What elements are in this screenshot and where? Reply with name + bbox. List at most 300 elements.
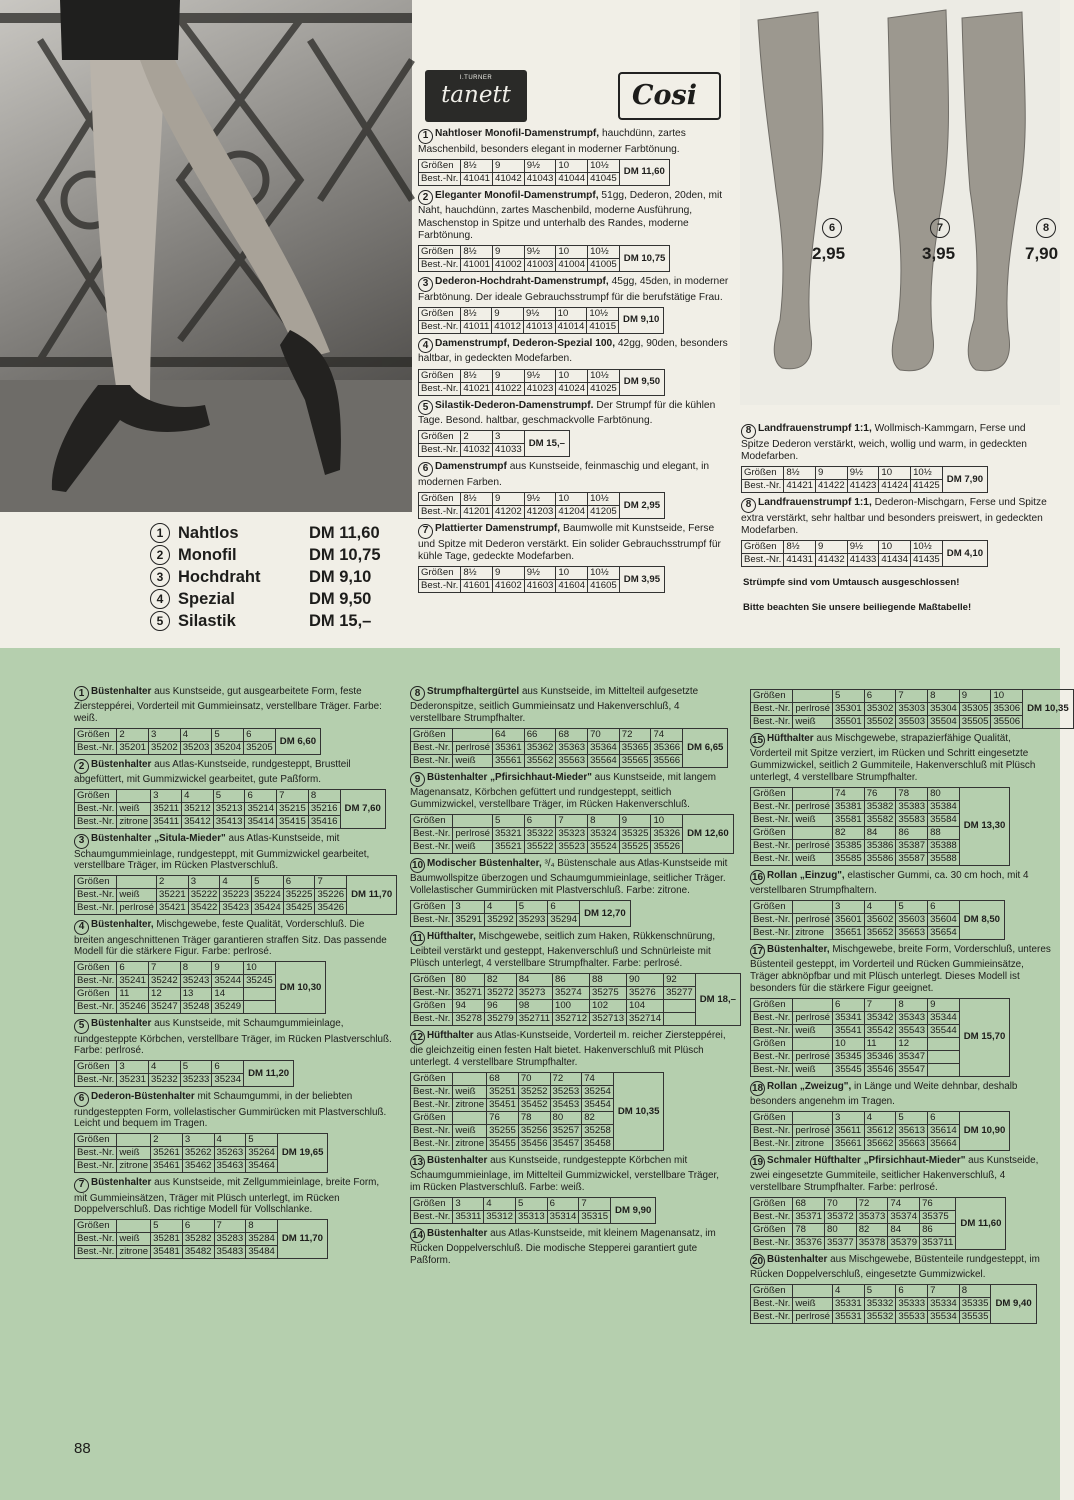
- item-number: 4: [74, 920, 89, 935]
- table-cell: 35213: [213, 803, 245, 816]
- table-cell: 9: [492, 307, 524, 320]
- item-description: Mischgewebe, feste Qualität, Vorderschluß. Die breiten angeschnittenen Träger garantieren straffen Sitz. Das passende Modell für die stärkere Figur. Farbe: perlrosé.: [74, 919, 387, 958]
- table-cell: Größen: [75, 1134, 117, 1147]
- table-cell: 41044: [556, 172, 588, 185]
- table-cell: 35273: [516, 987, 552, 1000]
- table-cell: 35312: [484, 1211, 516, 1224]
- table-cell: 68: [487, 1073, 519, 1086]
- table-cell: 35271: [453, 987, 485, 1000]
- item-title: Büstenhalter: [427, 1228, 488, 1239]
- item-number: 9: [410, 772, 425, 787]
- summary-row: [150, 610, 395, 632]
- table-cell: 35362: [524, 742, 556, 755]
- table-cell: Best.-Nr.: [411, 742, 453, 755]
- table-cell: zitrone: [117, 816, 151, 829]
- table-cell: weiß: [793, 813, 833, 826]
- table-cell: 35452: [518, 1099, 550, 1112]
- size-table: [418, 566, 665, 593]
- table-cell: 35601: [833, 914, 865, 927]
- item-number: 5: [418, 400, 433, 415]
- table-cell: 35564: [588, 755, 620, 768]
- table-cell: 35384: [928, 800, 960, 813]
- size-row: [75, 729, 321, 742]
- summary-num: 5: [150, 611, 170, 631]
- table-cell: 35582: [864, 813, 896, 826]
- table-cell: 8½: [461, 246, 493, 259]
- table-cell: 4: [214, 1134, 246, 1147]
- table-cell: 11: [117, 988, 149, 1001]
- table-cell: weiß: [117, 1233, 151, 1246]
- catalog-item: [750, 1155, 1055, 1194]
- table-cell: 35258: [582, 1125, 614, 1138]
- item-number: 8: [410, 686, 425, 701]
- table-cell: 35262: [182, 1147, 214, 1160]
- catalog-item: [410, 858, 728, 897]
- table-cell: 35274: [553, 987, 590, 1000]
- table-cell: Best.-Nr.: [75, 1001, 117, 1014]
- table-cell: 35241: [117, 975, 149, 988]
- item-description: Wollmisch-Kammgarn, Ferse und Spitze Dederon verstärkt, weich, wollig und warm, in gedeckten Modefarben.: [741, 423, 1027, 462]
- table-cell: 80: [928, 787, 960, 800]
- table-cell: 35612: [864, 1125, 896, 1138]
- table-cell: 35652: [864, 927, 896, 940]
- table-cell: 10½: [911, 467, 943, 480]
- item-title: Büstenhalter,: [91, 919, 154, 931]
- catalog-item: [74, 759, 392, 786]
- price-cell: DM 11,70: [347, 876, 397, 915]
- table-cell: perlrosé: [453, 828, 493, 841]
- table-cell: Best.-Nr.: [411, 987, 453, 1000]
- table-cell: 10: [556, 159, 588, 172]
- table-cell: 35378: [856, 1237, 888, 1250]
- table-cell: 10: [244, 962, 276, 975]
- size-table: [418, 245, 670, 272]
- table-cell: 9: [212, 962, 244, 975]
- summary-row: [150, 566, 395, 588]
- table-cell: 35215: [277, 803, 309, 816]
- item-title: Büstenhalter „Pfirsichhaut-Mieder": [427, 772, 592, 783]
- summary-num: 2: [150, 545, 170, 565]
- table-cell: 5: [493, 815, 525, 828]
- table-cell: 68: [793, 1198, 825, 1211]
- table-cell: 35533: [896, 1311, 928, 1324]
- catalog-item: [418, 128, 733, 156]
- table-cell: Best.-Nr.: [751, 1138, 793, 1151]
- table-cell: Größen: [419, 246, 461, 259]
- item-number: 16: [750, 870, 765, 885]
- item-description: 42gg, 90den, besonders haltbar, in gedeckten Modefarben.: [418, 337, 728, 365]
- table-cell: 12: [896, 1037, 928, 1050]
- size-row: [411, 729, 728, 742]
- table-cell: 35305: [959, 703, 991, 716]
- catalog-item: [410, 772, 728, 811]
- table-cell: 35313: [515, 1211, 547, 1224]
- table-cell: weiß: [793, 1063, 833, 1076]
- table-cell: 35284: [246, 1233, 278, 1246]
- table-cell: 35249: [212, 1001, 244, 1014]
- table-cell: 35277: [664, 987, 696, 1000]
- catalog-item: [74, 1018, 392, 1057]
- table-cell: 84: [888, 1224, 920, 1237]
- size-table: [750, 689, 1074, 729]
- table-cell: Größen: [75, 962, 117, 975]
- table-cell: Größen: [751, 1224, 793, 1237]
- table-cell: Best.-Nr.: [751, 716, 793, 729]
- item-description: 45gg, 45den, in moderner Farbtönung. Der ideale Gebrauchsstrumpf für die berufstätige Frau.: [418, 276, 729, 303]
- catalog-item: [418, 276, 733, 304]
- table-cell: 35375: [920, 1211, 956, 1224]
- table-cell: 41202: [493, 506, 525, 519]
- col3-items: [750, 733, 1055, 1324]
- lingerie-section: [0, 648, 1069, 1500]
- table-cell: 35324: [588, 828, 620, 841]
- table-cell: 35293: [516, 914, 548, 927]
- stockings-illustration: [740, 0, 1060, 405]
- item-title: Hüfthalter: [767, 733, 814, 744]
- table-cell: 35323: [556, 828, 588, 841]
- table-cell: Best.-Nr.: [419, 444, 461, 457]
- table-cell: 6: [896, 1285, 928, 1298]
- table-cell: 9½: [524, 246, 556, 259]
- summary-label: Hochdraht: [178, 567, 261, 586]
- catalog-item: [418, 523, 733, 563]
- item-description: aus Mischgewebe, Büstenteile rundgesteppt, im Rücken Doppelverschluß, eingesetzte Gummizwickel.: [750, 1254, 1040, 1281]
- table-cell: 41021: [461, 382, 493, 395]
- table-cell: 8½: [461, 369, 493, 382]
- table-cell: 35562: [524, 755, 556, 768]
- size-row: [75, 1134, 328, 1147]
- table-cell: 41012: [492, 320, 524, 333]
- table-cell: Best.-Nr.: [75, 889, 117, 902]
- table-cell: 35603: [896, 914, 928, 927]
- table-cell: Best.-Nr.: [751, 927, 793, 940]
- table-cell: 6: [524, 815, 556, 828]
- table-cell: 4: [485, 901, 517, 914]
- table-cell: 8: [246, 1220, 278, 1233]
- size-table: [741, 466, 988, 493]
- table-cell: [453, 729, 493, 742]
- table-cell: 35314: [547, 1211, 579, 1224]
- table-cell: 2: [461, 431, 493, 444]
- table-cell: 35604: [928, 914, 960, 927]
- table-cell: 74: [651, 729, 683, 742]
- table-cell: Best.-Nr.: [751, 1024, 793, 1037]
- table-cell: 104: [627, 1000, 664, 1013]
- table-cell: 35501: [833, 716, 865, 729]
- item-number: 11: [410, 931, 425, 946]
- table-cell: Best.-Nr.: [411, 1211, 453, 1224]
- item-description: aus Mischgewebe, strapazierfähige Qualität, Vorderteil mit Spitze verziert, im Rücken und Schritt eingesetzte Gummizwickel, seitlich 2 Gummiteile, Hakenverschluß mit Plüsch unterlegt, 4 verstellbare Strumpfhalter.: [750, 733, 1036, 783]
- table-cell: 90: [627, 974, 664, 987]
- table-cell: 35581: [833, 813, 865, 826]
- table-cell: 41205: [588, 506, 620, 519]
- table-cell: 35588: [928, 852, 960, 865]
- table-cell: 6: [864, 690, 896, 703]
- table-cell: 35341: [833, 1011, 865, 1024]
- table-cell: 35602: [864, 914, 896, 927]
- item-description: in Länge und Weite dehnbar, deshalb besonders angenehm im Tragen.: [750, 1080, 1018, 1108]
- table-cell: weiß: [453, 1125, 487, 1138]
- table-cell: 35425: [283, 902, 315, 915]
- table-cell: 8½: [784, 467, 816, 480]
- size-table: [750, 1111, 1010, 1151]
- table-cell: 10½: [588, 369, 620, 382]
- table-cell: 9: [816, 541, 848, 554]
- table-cell: 352712: [553, 1013, 590, 1026]
- price-cell: DM 9,90: [611, 1198, 656, 1224]
- table-cell: 35545: [833, 1063, 865, 1076]
- size-table: [750, 1197, 1006, 1250]
- table-cell: Best.-Nr.: [75, 816, 117, 829]
- table-cell: [664, 1000, 696, 1013]
- table-cell: 35311: [453, 1211, 484, 1224]
- table-cell: 35345: [833, 1050, 865, 1063]
- table-cell: 35483: [214, 1246, 246, 1259]
- table-cell: 35243: [180, 975, 212, 988]
- table-cell: 41423: [847, 480, 879, 493]
- leg-num: 6: [822, 218, 842, 238]
- item-number: 13: [410, 1155, 425, 1170]
- table-cell: weiß: [793, 1298, 833, 1311]
- table-cell: Größen: [419, 307, 461, 320]
- size-row: [411, 1073, 664, 1086]
- table-cell: Größen: [411, 729, 453, 742]
- table-cell: 3: [453, 901, 485, 914]
- table-cell: Größen: [419, 431, 461, 444]
- table-cell: 35546: [864, 1063, 896, 1076]
- item-description: hauchdünn, zartes Maschenbild, besonders elegant in moderner Farbtönung.: [418, 128, 686, 155]
- table-cell: 35278: [453, 1013, 485, 1026]
- size-table: [74, 1133, 328, 1173]
- right-stocking-list: [741, 423, 1053, 627]
- table-cell: 35455: [487, 1138, 519, 1151]
- size-table: [750, 1284, 1037, 1324]
- table-cell: 35212: [182, 803, 214, 816]
- table-cell: 74: [833, 787, 865, 800]
- table-cell: Best.-Nr.: [419, 580, 461, 593]
- table-cell: 35224: [252, 889, 284, 902]
- table-cell: 41004: [556, 259, 588, 272]
- size-table-note: Bitte beachten Sie unsere beiliegende Maßtabelle!: [743, 602, 972, 614]
- table-cell: 10: [556, 246, 588, 259]
- table-cell: 35525: [619, 841, 651, 854]
- table-cell: 35614: [928, 1125, 960, 1138]
- table-cell: 35322: [524, 828, 556, 841]
- table-cell: Größen: [75, 988, 117, 1001]
- table-cell: 6: [928, 901, 960, 914]
- item-title: Büstenhalter: [91, 686, 152, 697]
- item-description: aus Kunstseide, feinmaschig und elegant, in modernen Farben.: [418, 461, 710, 489]
- item-number: 6: [74, 1092, 89, 1107]
- catalog-item: [741, 497, 1053, 537]
- table-cell: 35613: [896, 1125, 928, 1138]
- price-cell: DM 9,50: [619, 369, 664, 395]
- table-cell: 35381: [833, 800, 865, 813]
- table-cell: 35304: [928, 703, 960, 716]
- table-cell: 35276: [627, 987, 664, 1000]
- summary-row: [150, 522, 395, 544]
- table-cell: 88: [928, 826, 960, 839]
- table-cell: 10½: [588, 159, 620, 172]
- table-cell: 35272: [485, 987, 517, 1000]
- price-cell: DM 7,90: [942, 467, 987, 493]
- table-cell: 41602: [493, 580, 525, 593]
- table-cell: 35366: [651, 742, 683, 755]
- table-cell: 35524: [588, 841, 620, 854]
- table-cell: 35346: [864, 1050, 896, 1063]
- table-cell: 35294: [548, 914, 580, 927]
- table-cell: 41433: [847, 554, 879, 567]
- table-cell: 10½: [587, 307, 619, 320]
- item-title: Büstenhalter,: [767, 944, 830, 955]
- table-cell: Best.-Nr.: [419, 506, 461, 519]
- table-cell: [117, 1134, 151, 1147]
- table-cell: 78: [518, 1112, 550, 1125]
- table-cell: 35347: [896, 1050, 928, 1063]
- size-table: [410, 900, 631, 927]
- table-cell: [793, 826, 833, 839]
- table-cell: 35585: [833, 852, 865, 865]
- table-cell: Best.-Nr.: [419, 172, 461, 185]
- table-cell: 3: [117, 1061, 149, 1074]
- table-cell: [793, 1112, 833, 1125]
- table-cell: 10: [833, 1037, 865, 1050]
- table-cell: Größen: [411, 901, 453, 914]
- price-cell: DM 6,60: [275, 729, 320, 755]
- table-cell: [664, 1013, 696, 1026]
- table-cell: 9½: [523, 307, 555, 320]
- table-cell: perlrosé: [793, 703, 833, 716]
- table-cell: 9½: [847, 541, 879, 554]
- table-cell: 3: [188, 876, 220, 889]
- item-title: Modischer Büstenhalter,: [427, 858, 542, 869]
- item-number: 6: [418, 462, 433, 477]
- table-cell: 12: [149, 988, 181, 1001]
- size-row: [419, 431, 570, 444]
- item-description: aus Atlas-Kunstseide, mit kleinem Magenansatz, im Rücken Doppelverschluß. Die modische Stepperei garantiert gute Paßform.: [410, 1228, 716, 1267]
- table-cell: 70: [518, 1073, 550, 1086]
- table-cell: 41424: [879, 480, 911, 493]
- summary-row: [150, 588, 395, 610]
- table-cell: 3: [151, 790, 182, 803]
- table-cell: 8: [896, 998, 928, 1011]
- table-cell: 35382: [864, 800, 896, 813]
- col3-top-table: [750, 689, 1069, 729]
- leg-price: 7,90: [1025, 244, 1059, 263]
- item-number: 17: [750, 944, 765, 959]
- table-cell: 35379: [888, 1237, 920, 1250]
- table-cell: 35504: [928, 716, 960, 729]
- item-title: Büstenhalter: [91, 1018, 152, 1030]
- table-cell: 9: [619, 815, 651, 828]
- size-table: [410, 728, 728, 768]
- table-cell: 35282: [182, 1233, 214, 1246]
- table-cell: weiß: [793, 716, 833, 729]
- table-cell: 98: [516, 1000, 552, 1013]
- item-description: elastischer Gummi, ca. 30 cm hoch, mit 4 verstellbaren Strumpfhaltern.: [750, 869, 1029, 897]
- table-cell: 82: [485, 974, 517, 987]
- table-cell: 35415: [277, 816, 309, 829]
- table-cell: 5: [896, 1112, 928, 1125]
- table-cell: Größen: [411, 815, 453, 828]
- table-cell: 41204: [556, 506, 588, 519]
- price-cell: DM 10,90: [959, 1112, 1010, 1151]
- size-row: [751, 998, 1010, 1011]
- table-cell: 35315: [579, 1211, 611, 1224]
- table-cell: 35386: [864, 839, 896, 852]
- table-cell: Best.-Nr.: [419, 382, 461, 395]
- table-cell: [453, 815, 493, 828]
- table-cell: 35321: [493, 828, 525, 841]
- table-cell: Größen: [751, 787, 793, 800]
- size-table: [410, 1197, 656, 1224]
- table-cell: 4: [220, 876, 252, 889]
- table-cell: 74: [888, 1198, 920, 1211]
- table-cell: zitrone: [117, 1246, 151, 1259]
- order-number-row: [411, 1013, 741, 1026]
- table-cell: 41033: [493, 444, 525, 457]
- table-cell: Best.-Nr.: [751, 839, 793, 852]
- table-cell: 35502: [864, 716, 896, 729]
- table-cell: 35653: [896, 927, 928, 940]
- price-cell: DM 11,60: [619, 159, 669, 185]
- table-cell: 9: [493, 567, 525, 580]
- table-cell: Größen: [411, 974, 453, 987]
- item-title: Hüfthalter,: [427, 931, 476, 942]
- table-cell: 5: [180, 1061, 212, 1074]
- table-cell: 35413: [213, 816, 245, 829]
- table-cell: 35225: [283, 889, 315, 902]
- table-cell: 8½: [461, 493, 493, 506]
- item-title: Eleganter Monofil-Damenstrumpf,: [435, 189, 599, 201]
- table-cell: 352713: [590, 1013, 627, 1026]
- table-cell: 6: [212, 1061, 244, 1074]
- table-cell: Best.-Nr.: [411, 1013, 453, 1026]
- item-description: ³/₄ Büstenschale aus Atlas-Kunstseide mit Baumwollspitze überzogen und Schaumgummieinlage, seitlicher Träger. Vollelastischer Gummirücken mit Plastverschluß. Farbe: zitrone.: [410, 858, 728, 897]
- item-title: Nahtloser Monofil-Damenstrumpf,: [435, 128, 600, 139]
- table-cell: 41005: [588, 259, 620, 272]
- stockings-photo: [740, 0, 1060, 405]
- table-cell: 35245: [244, 975, 276, 988]
- size-row: [419, 246, 670, 259]
- table-cell: 8½: [784, 541, 816, 554]
- table-cell: 35523: [556, 841, 588, 854]
- table-cell: 35242: [149, 975, 181, 988]
- leg-num: 7: [930, 218, 950, 238]
- lingerie-column-2: [410, 686, 737, 1270]
- table-cell: Größen: [411, 1112, 453, 1125]
- table-cell: Best.-Nr.: [411, 1125, 453, 1138]
- item-number: 14: [410, 1228, 425, 1243]
- table-cell: 41201: [461, 506, 493, 519]
- item-title: Strumpfhaltergürtel: [427, 686, 520, 697]
- table-cell: 10: [556, 493, 588, 506]
- table-cell: weiß: [453, 1086, 487, 1099]
- table-cell: Größen: [419, 369, 461, 382]
- table-cell: 41024: [556, 382, 588, 395]
- table-cell: [793, 1285, 833, 1298]
- catalog-item: [410, 1155, 728, 1194]
- table-cell: 35255: [487, 1125, 519, 1138]
- table-cell: 6: [928, 1112, 960, 1125]
- catalog-item: [741, 423, 1053, 463]
- table-cell: 35423: [220, 902, 252, 915]
- item-description: Dederon-Mischgarn, Ferse und Spitze extra verstärkt, sehr haltbar und besonders preiswert, in gedeckten Modefarben.: [741, 497, 1047, 536]
- table-cell: 3: [453, 1198, 484, 1211]
- table-cell: Best.-Nr.: [75, 1074, 117, 1087]
- table-cell: 35325: [619, 828, 651, 841]
- table-cell: 68: [556, 729, 588, 742]
